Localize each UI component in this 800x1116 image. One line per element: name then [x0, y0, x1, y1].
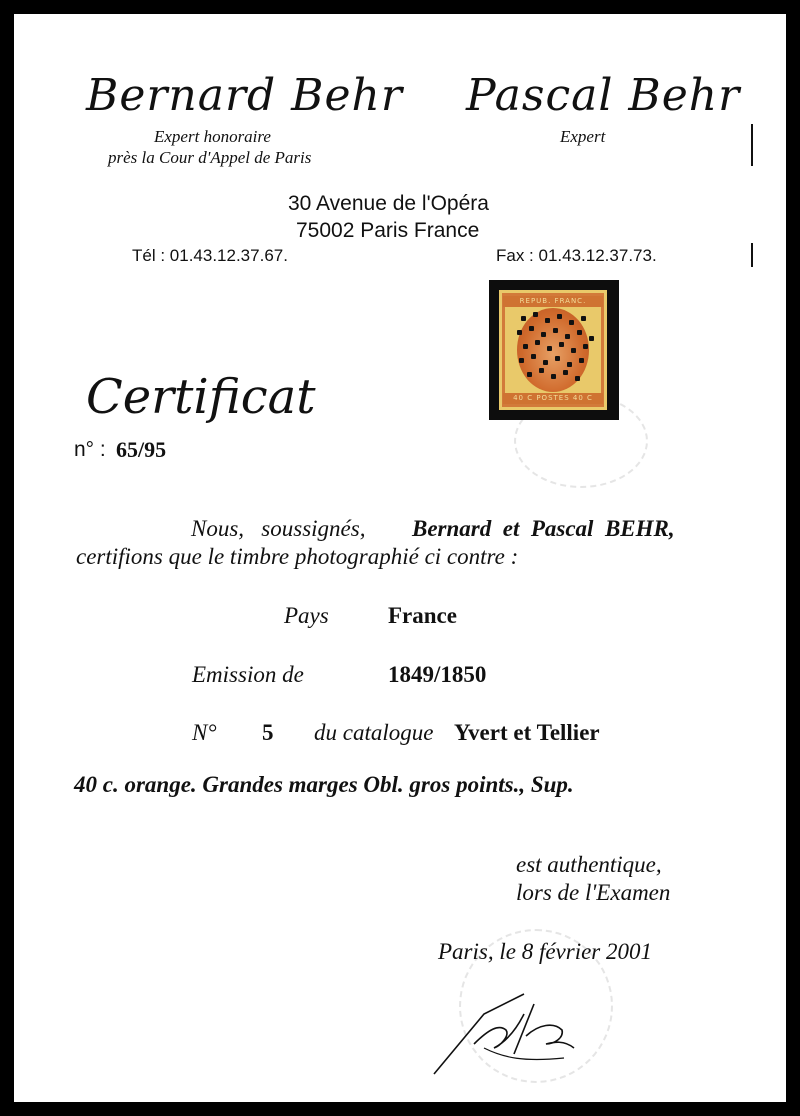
catalogue-number: 5 — [262, 720, 274, 745]
stamp-top-band: REPUB. FRANC. — [503, 296, 603, 307]
catalogue-number-label: N° — [192, 720, 217, 745]
emission-label: Emission de — [192, 662, 304, 687]
certificate-heading: Certificat — [86, 369, 316, 425]
place-date: Paris, le 8 février 2001 — [438, 939, 652, 964]
certificate-number: 65/95 — [116, 437, 167, 462]
certificate-sheet — [14, 14, 786, 1102]
stamp-bottom-band: 40 C POSTES 40 C — [503, 393, 603, 404]
fax: Fax : 01.43.12.37.73. — [496, 246, 657, 265]
examination-line: lors de l'Examen — [516, 880, 671, 905]
catalogue-label: du catalogue — [314, 720, 434, 745]
stamp-photo — [489, 280, 619, 420]
signature — [414, 974, 614, 1084]
intro-names: Bernard et Pascal BEHR, — [412, 516, 675, 541]
stamp-image — [499, 290, 607, 410]
pays-value: France — [388, 603, 457, 628]
intro-prefix: Nous, soussignés, — [191, 516, 366, 541]
certificate-number-label: n° : — [74, 438, 106, 461]
header-name-left: Bernard Behr — [86, 70, 403, 121]
header-name-right: Pascal Behr — [466, 70, 741, 121]
stamp-description: 40 c. orange. Grandes marges Obl. gros points., Sup. — [74, 772, 574, 797]
title-left-line2: près la Cour d'Appel de Paris — [108, 148, 312, 167]
pays-label: Pays — [284, 603, 329, 628]
address-line1: 30 Avenue de l'Opéra — [288, 192, 489, 215]
emission-value: 1849/1850 — [388, 662, 487, 687]
address-line2: 75002 Paris France — [296, 219, 480, 242]
intro-line2: certifions que le timbre photographié ci contre : — [76, 544, 519, 569]
telephone: Tél : 01.43.12.37.67. — [132, 246, 288, 265]
margin-mark — [751, 124, 753, 166]
title-right: Expert — [560, 127, 606, 146]
authentic-line: est authentique, — [516, 852, 662, 877]
margin-mark — [751, 243, 753, 267]
title-left-line1: Expert honoraire — [154, 127, 271, 146]
catalogue-name: Yvert et Tellier — [454, 720, 600, 745]
